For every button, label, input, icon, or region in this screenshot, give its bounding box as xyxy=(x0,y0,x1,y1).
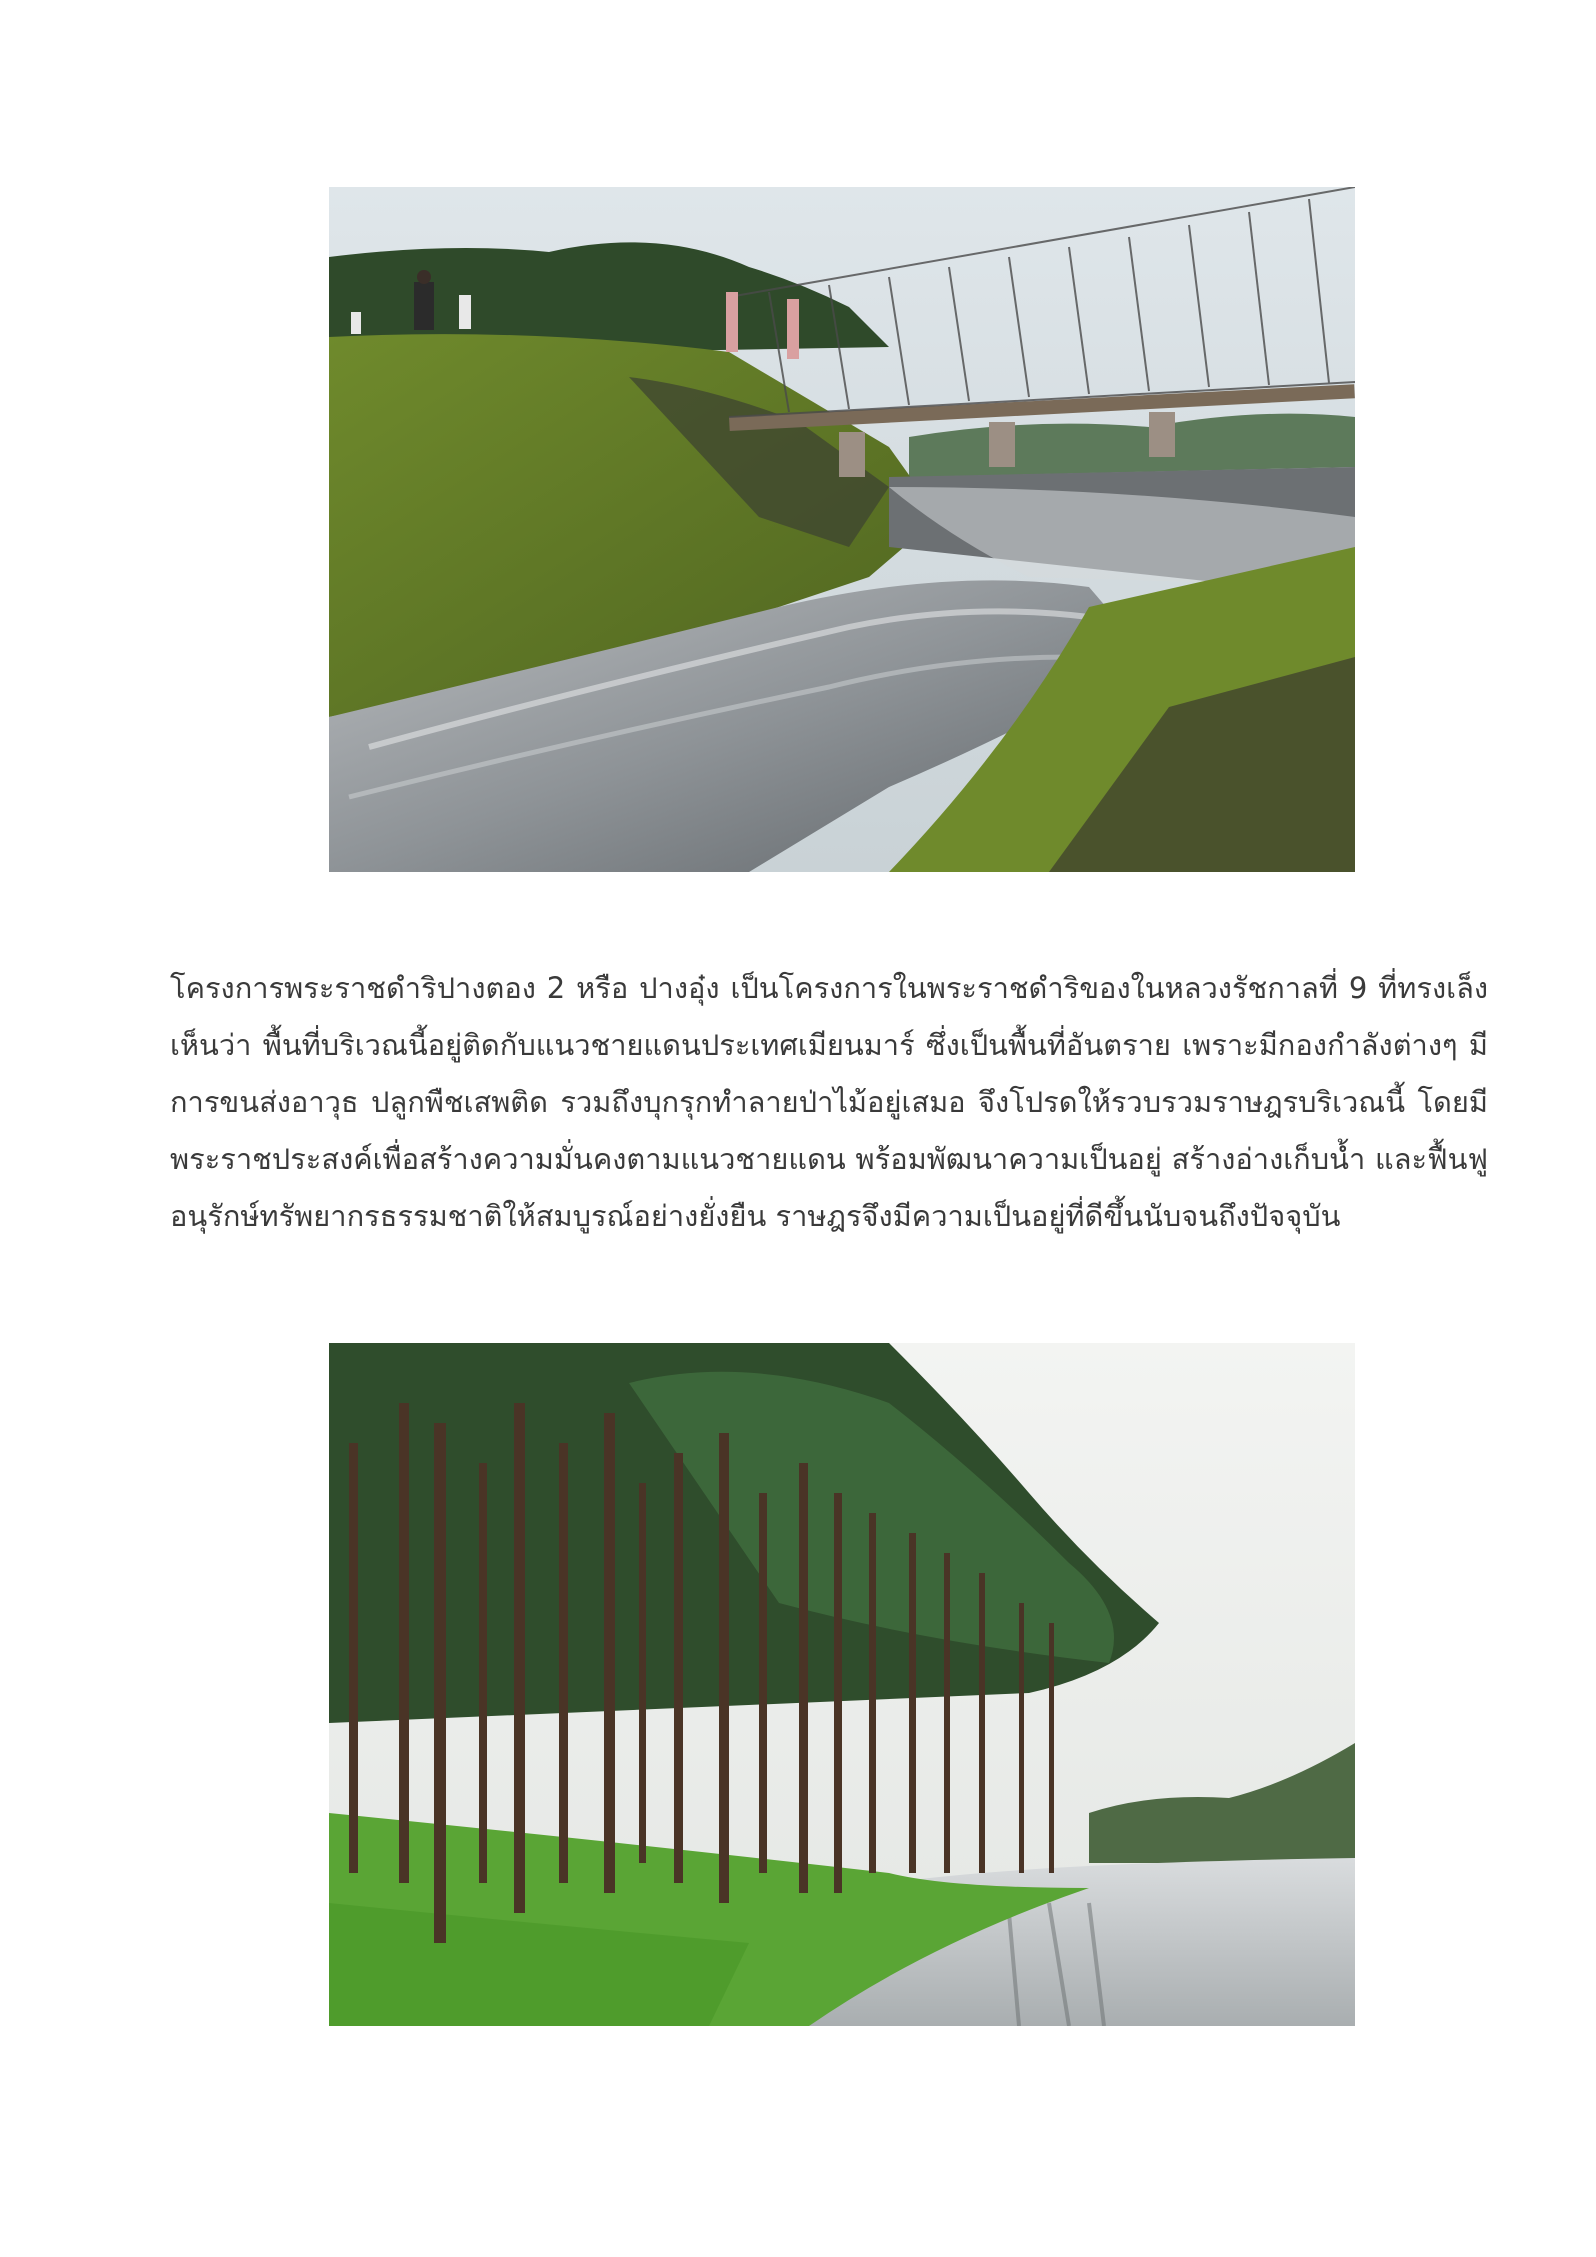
pine-forest-lake-photo xyxy=(329,1343,1355,2026)
paragraph-text: โครงการพระราชดำริปางตอง 2 หรือ ปางอุ๋ง เป็นโครงการในพระราชดำริของในหลวงรัชกาลที่ 9 ที่ทรงเล็งเห็นว่า พื้นที่บริเวณนี้อยู่ติดกับแนวชายแดนประเทศเมียนมาร์ ซึ่งเป็นพื้นที่อันตราย เพราะมีกองกำลังต่างๆ มีการขนส่งอาวุธ ปลูกพืชเสพติด รวมถึงบุกรุกทำลายป่าไม้อยู่เสมอ จึงโปรดให้รวบรวมราษฎรบริเวณนี้ โดยมีพระราชประสงค์เพื่อสร้างความมั่นคงตามแนวชายแดน พร้อมพัฒนาความเป็นอยู่ สร้างอ่างเก็บน้ำ และฟื้นฟูอนุรักษ์ทรัพยากรธรรมชาติให้สมบูรณ์อย่างยั่งยืน ราษฎรจึงมีความเป็นอยู่ที่ดีขึ้นนับจนถึงปัจจุบัน xyxy=(170,971,1488,1233)
dam-spillway-illustration xyxy=(329,187,1355,872)
dam-spillway-photo xyxy=(329,187,1355,872)
description-paragraph xyxy=(170,960,1488,1245)
pine-forest-illustration xyxy=(329,1343,1355,2026)
